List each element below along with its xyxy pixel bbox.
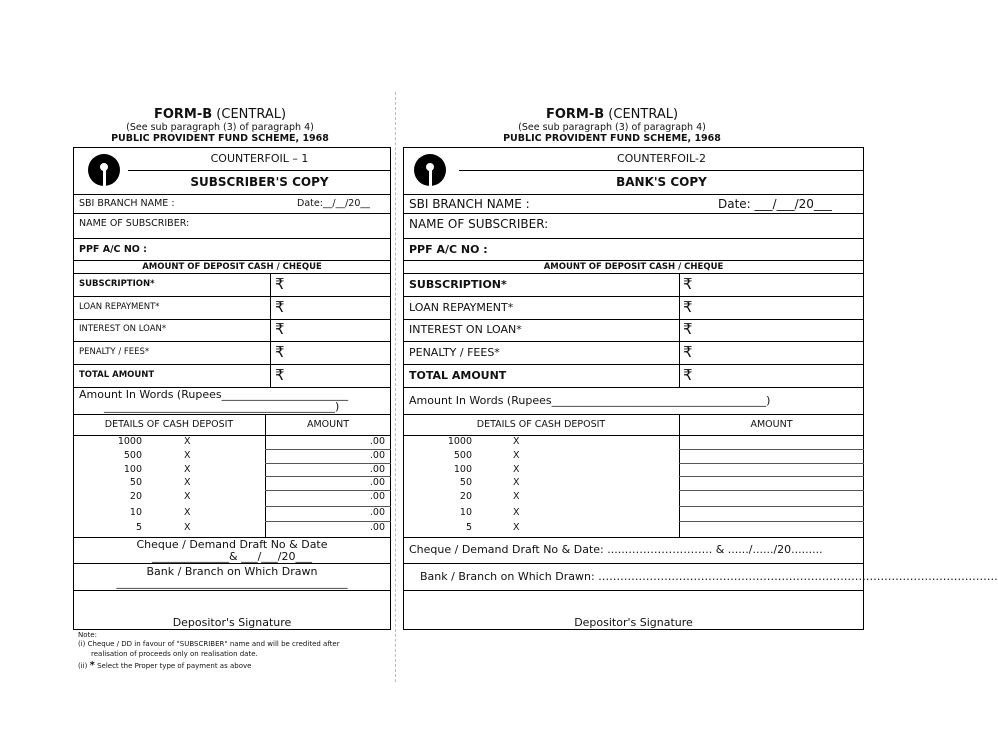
rupee-icon: ₹ (683, 298, 693, 316)
form-header-left (70, 108, 370, 143)
multiply-x: X (184, 507, 191, 518)
sbi-logo-icon (414, 154, 446, 186)
row-total-label: TOTAL AMOUNT (79, 370, 155, 380)
denomination-value: 500 (123, 450, 142, 461)
rupee-icon: ₹ (275, 298, 285, 316)
date-field[interactable]: Date: ___/___/20___ (718, 197, 832, 211)
rupee-icon: ₹ (683, 320, 693, 338)
multiply-x: X (184, 450, 191, 461)
denomination-value: 10 (459, 507, 472, 518)
rupee-icon: ₹ (275, 320, 285, 338)
multiply-x: X (184, 522, 191, 533)
note-line-1: (i) Cheque / DD in favour of "SUBSCRIBER" name and will be credited after (78, 640, 340, 648)
multiply-x: X (513, 522, 520, 533)
details-cash-header: DETAILS OF CASH DEPOSIT (476, 419, 606, 430)
grid-line (679, 476, 864, 477)
denomination-value: 100 (123, 464, 142, 475)
denomination-value: 5 (465, 522, 472, 533)
grid-line (679, 506, 864, 507)
amount-paise[interactable]: .00 (369, 464, 385, 475)
multiply-x: X (184, 464, 191, 475)
branch-name-label: SBI BRANCH NAME : (79, 198, 175, 209)
denomination-value: 5 (135, 522, 142, 533)
grid-line (679, 449, 864, 450)
grid-line (679, 463, 864, 464)
amount-heading: AMOUNT OF DEPOSIT CASH / CHEQUE (543, 262, 724, 272)
counterfoil-number: COUNTERFOIL – 1 (210, 152, 309, 165)
grid-line (679, 521, 864, 522)
amount-in-words-line2: __________________________________________) (104, 400, 340, 413)
amount-paise[interactable]: .00 (369, 507, 385, 518)
row-subscription-label: SUBSCRIPTION* (409, 278, 507, 291)
details-cash-header: DETAILS OF CASH DEPOSIT (104, 419, 234, 430)
subscriber-name-label: NAME OF SUBSCRIBER: (409, 217, 549, 231)
ppf-account-label: PPF A/C NO : (79, 244, 147, 255)
row-interest-label: INTEREST ON LOAN* (409, 323, 522, 336)
denomination-value: 500 (453, 450, 472, 461)
amount-in-words[interactable]: Amount In Words (Rupees_______________________________________) (409, 394, 771, 407)
subscriber-name-label: NAME OF SUBSCRIBER: (79, 218, 190, 229)
note-label: Note: (78, 631, 97, 639)
multiply-x: X (513, 464, 520, 475)
row-loan-repayment-label: LOAN REPAYMENT* (79, 302, 160, 312)
form-subparagraph: (See sub paragraph (3) of paragraph 4) (126, 122, 314, 133)
row-penalty-label: PENALTY / FEES* (79, 347, 150, 357)
row-interest-label: INTEREST ON LOAN* (79, 324, 167, 334)
form-header-right (462, 108, 762, 143)
denomination-value: 10 (129, 507, 142, 518)
bank-branch-field[interactable]: __________________________________________ (116, 576, 348, 589)
rupee-icon: ₹ (683, 343, 693, 361)
rupee-icon: ₹ (275, 366, 285, 384)
row-loan-repayment-label: LOAN REPAYMENT* (409, 301, 514, 314)
multiply-x: X (513, 507, 520, 518)
date-field[interactable]: Date:__/__/20__ (297, 198, 370, 209)
copy-title: BANK'S COPY (616, 175, 707, 189)
rupee-icon: ₹ (683, 275, 693, 293)
rupee-icon: ₹ (683, 366, 693, 384)
amount-header: AMOUNT (306, 419, 350, 430)
cheque-dd-field[interactable]: Cheque / Demand Draft No & Date: ......………………….. & ....../....../20......... (409, 543, 823, 556)
form-title: FORM-B (CENTRAL) (153, 107, 287, 122)
amount-header: AMOUNT (750, 419, 793, 430)
multiply-x: X (513, 436, 520, 447)
rupee-icon: ₹ (275, 343, 285, 361)
denomination-value: 20 (459, 491, 472, 502)
denomination-value: 20 (129, 491, 142, 502)
multiply-x: X (184, 436, 191, 447)
multiply-x: X (513, 491, 520, 502)
row-subscription-label: SUBSCRIPTION* (79, 279, 155, 289)
rupee-icon: ₹ (275, 275, 285, 293)
copy-title: SUBSCRIBER'S COPY (190, 175, 329, 189)
depositor-signature: Depositor's Signature (172, 616, 292, 629)
denomination-value: 50 (129, 477, 142, 488)
denomination-value: 50 (459, 477, 472, 488)
amount-paise[interactable]: .00 (369, 450, 385, 461)
denomination-value: 1000 (447, 436, 472, 447)
cut-divider (395, 92, 396, 682)
form-scheme: PUBLIC PROVIDENT FUND SCHEME, 1968 (503, 132, 721, 144)
multiply-x: X (513, 450, 520, 461)
note-line-2: realisation of proceeds only on realisation date. (91, 650, 258, 658)
grid-line (679, 490, 864, 491)
amount-paise[interactable]: .00 (369, 491, 385, 502)
bank-branch-label: Bank / Branch on Which Drawn (146, 565, 318, 578)
row-total-label: TOTAL AMOUNT (409, 369, 507, 382)
bank-branch-field[interactable]: Bank / Branch on Which Drawn: ………………………………………………………………………………………………. (420, 570, 998, 583)
form-subparagraph: (See sub paragraph (3) of paragraph 4) (518, 122, 706, 133)
sbi-logo-icon (88, 154, 120, 186)
denomination-value: 1000 (117, 436, 142, 447)
counterfoil-number: COUNTERFOIL-2 (616, 152, 707, 165)
row-penalty-label: PENALTY / FEES* (409, 346, 500, 359)
denomination-value: 100 (453, 464, 472, 475)
amount-paise[interactable]: .00 (369, 477, 385, 488)
amount-heading: AMOUNT OF DEPOSIT CASH / CHEQUE (142, 262, 322, 272)
cheque-dd-label: Cheque / Demand Draft No & Date (136, 538, 328, 551)
branch-name-label: SBI BRANCH NAME : (409, 197, 530, 211)
multiply-x: X (184, 491, 191, 502)
form-scheme: PUBLIC PROVIDENT FUND SCHEME, 1968 (111, 132, 329, 144)
depositor-signature: Depositor's Signature (574, 616, 693, 629)
multiply-x: X (513, 477, 520, 488)
form-title: FORM-B (CENTRAL) (545, 107, 679, 122)
amount-paise[interactable]: .00 (369, 436, 385, 447)
cheque-dd-field[interactable]: ______________& ___/___/20___ (152, 550, 312, 563)
multiply-x: X (184, 477, 191, 488)
note-line-3: (ii) * Select the Proper type of payment as above (78, 660, 252, 671)
ppf-account-label: PPF A/C NO : (409, 243, 488, 256)
amount-paise[interactable]: .00 (369, 522, 385, 533)
amount-in-words[interactable]: Amount In Words (Rupees_______________________ (79, 388, 349, 401)
